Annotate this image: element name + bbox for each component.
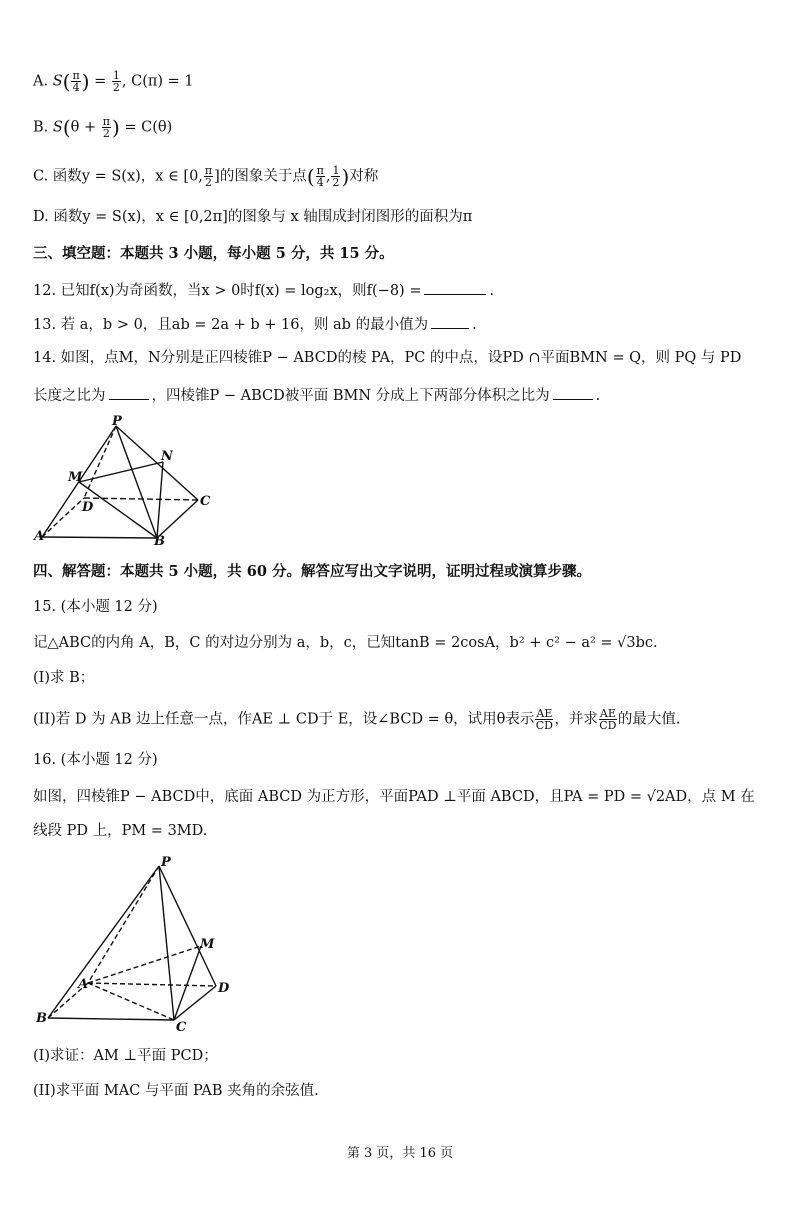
question-14-line2: 长度之比为 ，四棱锥P − ABCD被平面 BMN 分成上下两部分体积之比为 . <box>33 385 600 406</box>
label-d: D <box>218 981 230 996</box>
figure-pyramid-16 <box>30 850 240 1040</box>
label-n: N <box>161 449 173 464</box>
label-p: P <box>112 414 122 429</box>
option-a: A. S( $\frac{\pi}{4}$ ) = $\frac{1}{2}$ , C(π) = 1 <box>33 69 194 94</box>
label-b: B <box>36 1011 47 1026</box>
question-16-part2: (II)求平面 MAC 与平面 PAB 夹角的余弦值. <box>33 1083 319 1099</box>
question-13: 13. 若 a，b > 0，且ab = 2a + b + 16，则 ab 的最小值为 . <box>33 314 477 335</box>
page-footer: 第 3 页，共 16 页 <box>346 1146 454 1161</box>
question-15-header: 15. (本小题 12 分) <box>33 599 158 615</box>
section-4-title: 四、解答题：本题共 5 小题，共 60 分。解答应写出文字说明，证明过程或演算步骤。 <box>33 563 591 580</box>
label-m: M <box>200 937 215 952</box>
answer-blank <box>553 385 593 400</box>
label-d: D <box>82 500 94 515</box>
label-c: C <box>176 1020 187 1035</box>
question-15-part1: (I)求 B； <box>33 670 95 686</box>
question-16-part1: (I)求证：AM ⊥平面 PCD； <box>33 1048 218 1064</box>
question-14-line1: 14. 如图，点M，N分别是正四棱锥P − ABCD的棱 PA，PC 的中点，设PD ∩平面BMN = Q，则 PQ 与 PD <box>33 350 742 366</box>
option-c: C. 函数y = S(x)，x ∈ [0, $\frac{\pi}{2}$ ]的图象关于点( $\frac{\pi}{4}$ , $\frac{1}{2}$ )对称 <box>33 164 379 189</box>
label-a: A <box>34 529 45 544</box>
question-16-header: 16. (本小题 12 分) <box>33 752 158 768</box>
answer-blank <box>431 314 469 329</box>
label-b: B <box>154 534 165 547</box>
question-16-stem-2: 线段 PD 上，PM = 3MD. <box>33 823 208 839</box>
question-15-stem: 记△ABC的内角 A，B，C 的对边分别为 a，b，c，已知tanB = 2cosA，b² + c² − a² = √3bc. <box>33 635 658 651</box>
label-p: P <box>161 855 171 870</box>
question-16-stem-1: 如图，四棱锥P − ABCD中，底面 ABCD 为正方形，平面PAD ⊥平面 ABCD，且PA = PD = √2AD，点 M 在 <box>33 789 755 805</box>
label-m: M <box>68 470 83 485</box>
label-c: C <box>200 494 211 509</box>
option-d: D. 函数y = S(x)，x ∈ [0,2π]的图象与 x 轴围成封闭图形的面积为π <box>33 209 473 225</box>
question-12: 12. 已知f(x)为奇函数，当x > 0时f(x) = log₂x，则f(−8) = . <box>33 280 494 301</box>
section-3-title: 三、填空题：本题共 3 小题，每小题 5 分，共 15 分。 <box>33 245 394 262</box>
answer-blank <box>424 280 486 295</box>
question-15-part2: (II)若 D 为 AB 边上任意一点，作AE ⊥ CD于 E，设∠BCD = θ，试用θ表示 $\frac{AE}{CD}$ ，并求 $\frac{AE}{CD}$ 的最大值. <box>33 707 681 732</box>
label-a: A <box>78 977 89 992</box>
figure-pyramid-14 <box>30 412 230 547</box>
option-b: B. S(θ + $\frac{\pi}{2}$ ) = C(θ) <box>33 115 173 140</box>
answer-blank <box>109 385 149 400</box>
